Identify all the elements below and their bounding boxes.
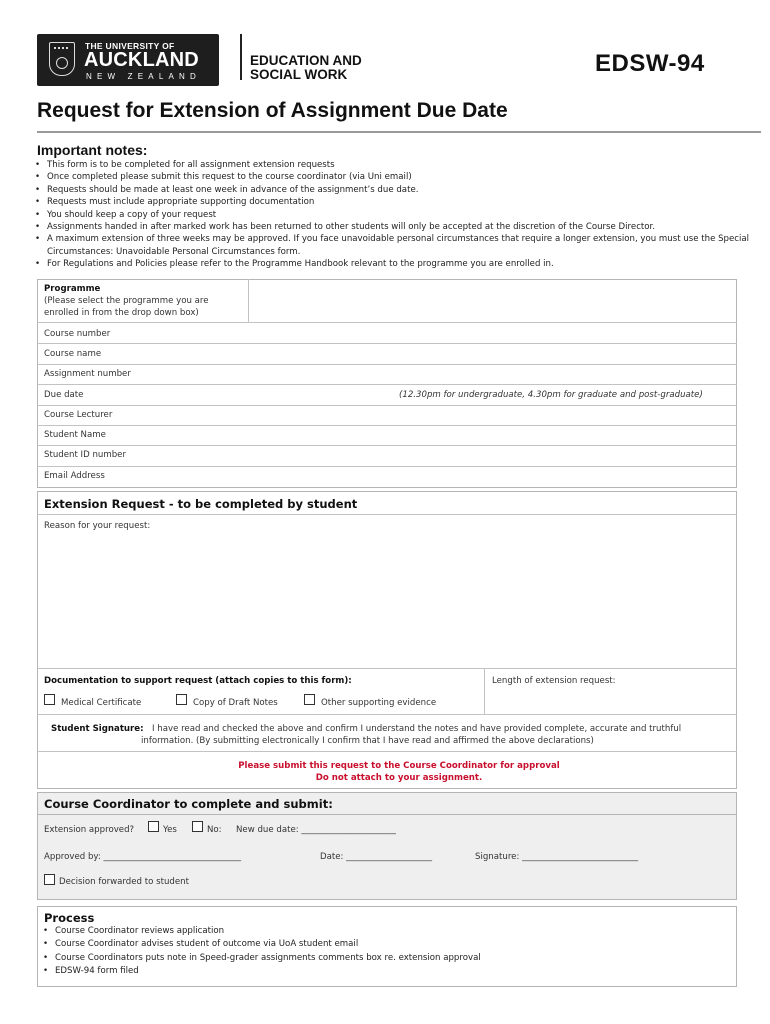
list-item: • Course Coordinator reviews application [43, 925, 743, 938]
list-item: • A maximum extension of three weeks may be approved. If you face unavoidable personal circumstances that require a longer extension, you must use the Special Circumstances: Unavoidable Personal Circumstances form. [35, 233, 750, 258]
list-item: • Course Coordinators puts note in Speed-grader assignments comments box re. extension approval [43, 952, 743, 965]
programme-hint-2: enrolled in from the drop down box) [44, 308, 199, 318]
logo-line-2: AUCKLAND [84, 49, 199, 71]
logo-line-1: THE UNIVERSITY OF [85, 41, 175, 51]
student-name-field[interactable] [38, 426, 736, 445]
coordinator-heading: Course Coordinator to complete and submit: [44, 797, 333, 811]
header-divider [240, 34, 242, 80]
submit-note-2: Do not attach to your assignment. [315, 773, 483, 783]
process-list [43, 925, 743, 978]
list-item: • Once completed please submit this request to the course coordinator (via Uni email) [35, 171, 750, 183]
email-label: Email Address [44, 471, 105, 481]
university-crest-icon [49, 42, 75, 76]
page-title: Request for Extension of Assignment Due Date [37, 99, 508, 122]
approved-no-label: No: [207, 825, 222, 835]
course-lecturer-field[interactable] [38, 406, 736, 425]
list-item: • Requests should be made at least one week in advance of the assignment’s due date. [35, 184, 750, 196]
extension-approved-label: Extension approved? [44, 825, 135, 835]
medical-certificate-checkbox[interactable] [44, 694, 55, 705]
approved-yes-checkbox[interactable] [148, 821, 159, 832]
due-date-label: Due date [44, 390, 84, 400]
list-item: • Assignments handed in after marked work has been returned to other students will only be accepted at the discretion of the Course Director. [35, 221, 750, 233]
course-lecturer-label: Course Lecturer [44, 410, 113, 420]
due-date-note: (12.30pm for undergraduate, 4.30pm for graduate and post-graduate) [399, 390, 703, 400]
programme-label: Programme [44, 284, 101, 294]
faculty-line-1: EDUCATION AND [250, 53, 362, 68]
university-logo [37, 34, 219, 86]
reason-textarea[interactable] [38, 515, 736, 667]
list-item: • EDSW-94 form filed [43, 965, 743, 978]
logo-line-3: NEW ZEALAND [86, 72, 201, 81]
length-input[interactable] [485, 688, 736, 713]
approved-by-field[interactable]: Approved by: ________________________________ [44, 852, 241, 862]
coordinator-date-field[interactable]: Date: ____________________ [320, 852, 433, 862]
draft-notes-checkbox[interactable] [176, 694, 187, 705]
reason-label: Reason for your request: [44, 521, 151, 531]
list-item: • This form is to be completed for all assignment extension requests [35, 159, 750, 171]
signature-label: Student Signature: [51, 724, 144, 734]
faculty-line-2: SOCIAL WORK [250, 67, 348, 82]
list-item: • You should keep a copy of your request [35, 209, 750, 221]
faculty-name [250, 54, 362, 82]
student-id-label: Student ID number [44, 450, 126, 460]
draft-notes-label: Copy of Draft Notes [193, 698, 278, 708]
approved-no-checkbox[interactable] [192, 821, 203, 832]
row-divider [37, 751, 737, 752]
length-label: Length of extension request: [492, 676, 616, 686]
programme-hint-1: (Please select the programme you are [44, 296, 209, 306]
coordinator-signature-field[interactable]: Signature: ___________________________ [475, 852, 639, 862]
course-number-label: Course number [44, 329, 111, 339]
course-number-field[interactable] [38, 323, 736, 343]
notes-heading: Important notes: [37, 142, 148, 158]
course-name-field[interactable] [38, 344, 736, 364]
row-divider [37, 668, 737, 669]
list-item: • For Regulations and Policies please refer to the Programme Handbook relevant to the programme you are enrolled in. [35, 258, 750, 270]
student-name-label: Student Name [44, 430, 106, 440]
student-id-field[interactable] [38, 446, 736, 466]
signature-declaration-2: information. (By submitting electronically I confirm that I have read and affirmed the above declarations) [141, 736, 594, 746]
notes-list [35, 159, 750, 271]
process-heading: Process [44, 911, 95, 925]
email-field[interactable] [38, 467, 736, 487]
approved-yes-label: Yes [163, 825, 177, 835]
title-divider [37, 131, 761, 133]
row-divider [37, 814, 737, 815]
medical-certificate-label: Medical Certificate [61, 698, 142, 708]
documentation-label: Documentation to support request (attach copies to this form): [44, 676, 352, 686]
form-code: EDSW-94 [595, 50, 705, 77]
extension-heading: Extension Request - to be completed by student [44, 497, 358, 511]
decision-forwarded-checkbox[interactable] [44, 874, 55, 885]
other-evidence-checkbox[interactable] [304, 694, 315, 705]
decision-forwarded-label: Decision forwarded to student [59, 877, 189, 887]
list-item: • Course Coordinator advises student of outcome via UoA student email [43, 938, 743, 951]
submit-note-1: Please submit this request to the Course Coordinator for approval [238, 761, 560, 771]
list-item: • Requests must include appropriate supporting documentation [35, 196, 750, 208]
new-due-date-field[interactable]: New due date: ______________________ [236, 825, 396, 835]
course-name-label: Course name [44, 349, 102, 359]
row-divider [37, 714, 737, 715]
signature-declaration-1: I have read and checked the above and confirm I understand the notes and have provided complete, accurate and truthful [152, 724, 682, 734]
assignment-number-field[interactable] [38, 365, 736, 384]
programme-select[interactable] [249, 280, 736, 321]
assignment-number-label: Assignment number [44, 369, 131, 379]
other-evidence-label: Other supporting evidence [321, 698, 437, 708]
